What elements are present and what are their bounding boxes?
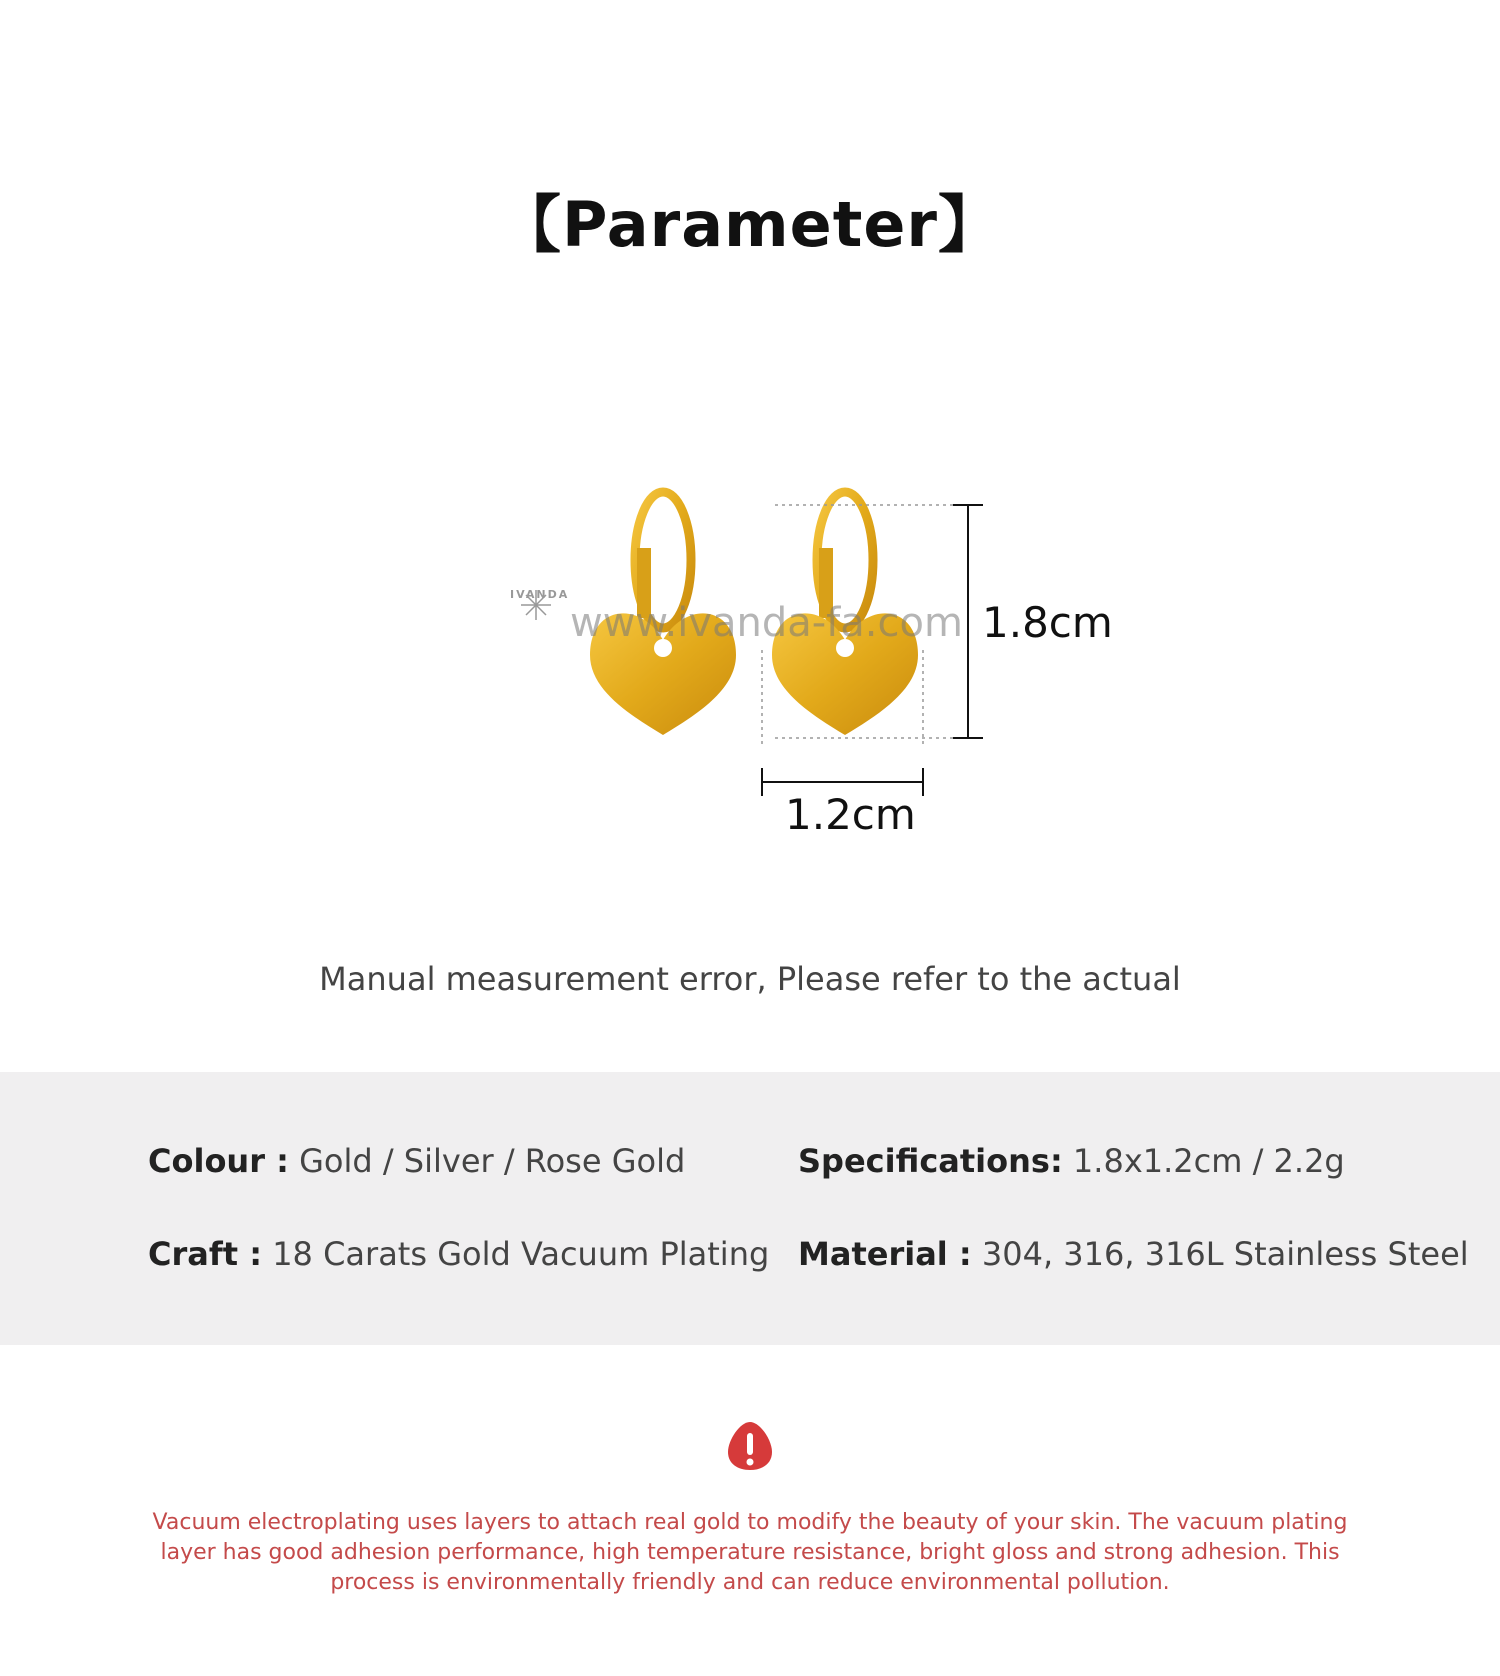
spec-colour bbox=[148, 1142, 685, 1180]
spec-specifications bbox=[798, 1142, 1345, 1180]
colour-value: Gold / Silver / Rose Gold bbox=[288, 1142, 686, 1180]
craft-label: Craft : bbox=[148, 1235, 263, 1273]
product-image bbox=[0, 480, 1500, 860]
material-label: Material : bbox=[798, 1235, 972, 1273]
width-label: 1.2cm bbox=[785, 790, 916, 839]
warning-icon bbox=[726, 1420, 774, 1472]
specifications-value: 1.8x1.2cm / 2.2g bbox=[1062, 1142, 1345, 1180]
colour-label: Colour : bbox=[148, 1142, 289, 1180]
measurement-note: Manual measurement error, Please refer to the actual bbox=[319, 960, 1181, 998]
plating-description: Vacuum electroplating uses layers to attach real gold to modify the beauty of your skin. The vacuum plating layer has good adhesion performance, high temperature resistance, bright gloss and strong adhesion. This process is environmentally friendly and can reduce environmental pollution. bbox=[152, 1510, 1348, 1595]
spec-craft bbox=[148, 1235, 769, 1273]
spec-material bbox=[798, 1235, 1469, 1273]
material-value: 304, 316, 316L Stainless Steel bbox=[971, 1235, 1469, 1273]
watermark-url: www.ivanda-fa.com bbox=[570, 600, 963, 646]
height-label: 1.8cm bbox=[982, 598, 1113, 647]
page-title: 【Parameter】 bbox=[499, 188, 1001, 261]
craft-value: 18 Carats Gold Vacuum Plating bbox=[262, 1235, 770, 1273]
earrings-illustration bbox=[0, 480, 1500, 860]
specifications-label: Specifications: bbox=[798, 1142, 1063, 1180]
spec-panel bbox=[0, 1072, 1500, 1345]
watermark-logo bbox=[510, 588, 570, 601]
watermark-brand: IVANDA bbox=[510, 588, 570, 601]
